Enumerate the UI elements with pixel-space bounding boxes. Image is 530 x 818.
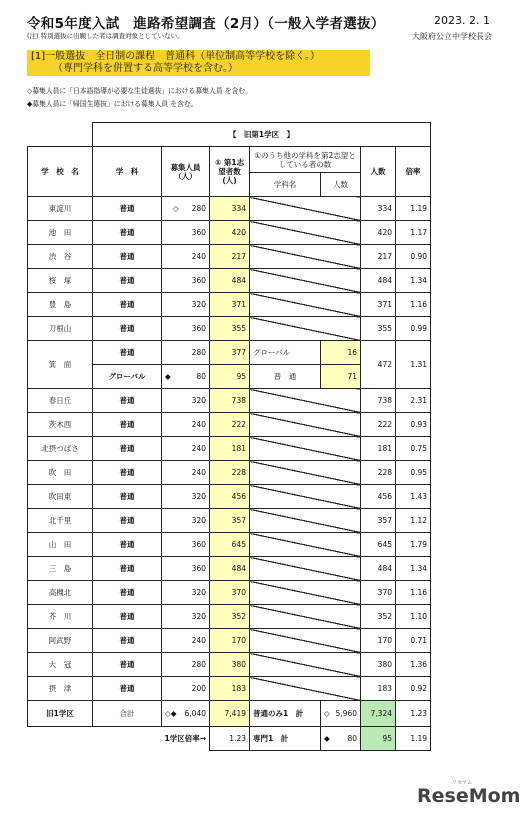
first-choice-cell: 228 xyxy=(210,461,250,485)
course-name: 普通 xyxy=(93,533,162,557)
summary-sublabel: 合計 xyxy=(93,701,162,727)
quota-mark: ◇ xyxy=(173,204,179,213)
second-choice-empty xyxy=(250,437,361,461)
admissions-table xyxy=(27,122,502,751)
first-choice-cell: 484 xyxy=(210,269,250,293)
table-row-minoo-1 xyxy=(28,341,502,365)
first-choice-cell: 371 xyxy=(210,293,250,317)
banner-line-2: （専門学科を併置する高等学校を含む。） xyxy=(53,63,238,74)
second-choice-empty xyxy=(250,413,361,437)
table-row xyxy=(28,653,502,677)
first-choice-cell: 370 xyxy=(210,581,250,605)
course-name: 普通 xyxy=(93,413,162,437)
ratio-cell: 2.31 xyxy=(396,389,431,413)
capacity-cell: 360 xyxy=(162,557,210,581)
table-row xyxy=(28,437,502,461)
table-row xyxy=(28,317,502,341)
banner-line-1: [1]一般選抜 全日制の課程 普通科（単位制高等学校を除く。） xyxy=(31,51,320,62)
ratio-cell: 1.34 xyxy=(396,269,431,293)
school-name: 北摂つばさ xyxy=(28,437,93,461)
capacity-cell: 320 xyxy=(162,581,210,605)
capacity-cell: 360 xyxy=(162,317,210,341)
total-cell: 371 xyxy=(361,293,396,317)
total-cell: 738 xyxy=(361,389,396,413)
first-choice-cell: 217 xyxy=(210,245,250,269)
course-name: 普通 xyxy=(93,389,162,413)
col-capacity-header: 募集人員（人） xyxy=(162,147,210,197)
sub-course-cell: グローバル xyxy=(250,341,321,365)
col-school-header: 学 校 名 xyxy=(28,147,93,197)
capacity-cell: 320 xyxy=(162,293,210,317)
capacity-cell: 320 xyxy=(162,605,210,629)
total-cell: 355 xyxy=(361,317,396,341)
capacity-cell: 240 xyxy=(162,437,210,461)
school-name: 北千里 xyxy=(28,509,93,533)
school-name: 吹田東 xyxy=(28,485,93,509)
first-choice-cell: 334 xyxy=(210,197,250,221)
total-cell: 420 xyxy=(361,221,396,245)
organization-name: 大阪府公立中学校長会 xyxy=(412,32,492,41)
general-total-label: 普通のみ1 計 xyxy=(250,701,321,727)
summary-row-2 xyxy=(28,727,502,751)
first-choice-cell: 222 xyxy=(210,413,250,437)
school-name: 桜 塚 xyxy=(28,269,93,293)
school-name: 茨木西 xyxy=(28,413,93,437)
ratio-cell: 1.31 xyxy=(396,341,431,389)
school-name: 春日丘 xyxy=(28,389,93,413)
second-choice-empty xyxy=(250,269,361,293)
capacity-cell: 280 xyxy=(162,341,210,365)
summary-first-choice: 7,419 xyxy=(210,701,250,727)
special-total-label: 専門1 計 xyxy=(250,727,321,751)
second-choice-empty xyxy=(250,245,361,269)
school-name: 芥 川 xyxy=(28,605,93,629)
first-choice-cell: 181 xyxy=(210,437,250,461)
special-ratio: 1.19 xyxy=(396,727,431,751)
second-choice-empty xyxy=(250,317,361,341)
course-name: 普通 xyxy=(93,269,162,293)
ratio-cell: 1.79 xyxy=(396,533,431,557)
first-choice-cell: 380 xyxy=(210,653,250,677)
ratio-cell: 0.71 xyxy=(396,629,431,653)
general-ratio: 1.23 xyxy=(396,701,431,727)
first-choice-cell: 645 xyxy=(210,533,250,557)
capacity-cell: 360 xyxy=(162,221,210,245)
second-choice-empty xyxy=(250,485,361,509)
course-name: 普通 xyxy=(93,485,162,509)
capacity-cell: ◆ 80 xyxy=(162,365,210,389)
second-choice-empty xyxy=(250,293,361,317)
course-name: 普通 xyxy=(93,245,162,269)
ratio-cell: 1.34 xyxy=(396,557,431,581)
special-capacity: ◆ 80 xyxy=(321,727,361,751)
table-row xyxy=(28,605,502,629)
second-choice-empty xyxy=(250,461,361,485)
capacity-cell: 320 xyxy=(162,389,210,413)
total-cell: 170 xyxy=(361,629,396,653)
total-cell: 645 xyxy=(361,533,396,557)
course-name: 普通 xyxy=(93,341,162,365)
total-cell: 484 xyxy=(361,269,396,293)
capacity-cell: 360 xyxy=(162,269,210,293)
course-name: 普通 xyxy=(93,629,162,653)
region-row xyxy=(28,123,502,147)
second-choice-empty xyxy=(250,197,361,221)
second-choice-empty xyxy=(250,557,361,581)
first-choice-cell: 355 xyxy=(210,317,250,341)
school-name: 吹 田 xyxy=(28,461,93,485)
quota-mark: ◆ xyxy=(165,372,171,381)
bullet-note-1: ◇募集人員に「日本語指導が必要な生徒選抜」における募集人員 を含む。 xyxy=(27,87,252,95)
total-cell: 334 xyxy=(361,197,396,221)
capacity-cell: 200 xyxy=(162,677,210,701)
first-choice-cell: 377 xyxy=(210,341,250,365)
total-cell: 370 xyxy=(361,581,396,605)
course-name: 普通 xyxy=(93,653,162,677)
col-sub-course-header: 学科名 xyxy=(250,173,321,197)
table-row xyxy=(28,389,502,413)
second-choice-empty xyxy=(250,581,361,605)
table-row xyxy=(28,293,502,317)
capacity-cell: 240 xyxy=(162,413,210,437)
ratio-cell: 1.12 xyxy=(396,509,431,533)
logo-subtext: リセマム xyxy=(452,780,472,786)
school-name: 大 冠 xyxy=(28,653,93,677)
school-name: 東淀川 xyxy=(28,197,93,221)
second-choice-empty xyxy=(250,533,361,557)
sub-count-cell: 16 xyxy=(321,341,361,365)
sub-course-cell: 普 通 xyxy=(250,365,321,389)
ratio-cell: 0.92 xyxy=(396,677,431,701)
school-name: 刀根山 xyxy=(28,317,93,341)
ratio-cell: 0.99 xyxy=(396,317,431,341)
course-name: 普通 xyxy=(93,581,162,605)
course-name: グローバル xyxy=(93,365,162,389)
col-second-choice-header: ①のうち他の学科を第2志望としている者の数 xyxy=(250,147,361,173)
school-name: 摂 津 xyxy=(28,677,93,701)
course-name: 普通 xyxy=(93,197,162,221)
total-cell: 456 xyxy=(361,485,396,509)
table-row xyxy=(28,485,502,509)
capacity-cell: 240 xyxy=(162,461,210,485)
summary-capacity: ◇◆ 6,040 xyxy=(162,701,210,727)
course-name: 普通 xyxy=(93,437,162,461)
district-ratio-label: 1学区倍率→ xyxy=(164,734,206,744)
special-total: 95 xyxy=(361,727,396,751)
table-row xyxy=(28,509,502,533)
total-cell: 357 xyxy=(361,509,396,533)
ratio-cell: 1.16 xyxy=(396,581,431,605)
school-name: 山 田 xyxy=(28,533,93,557)
table-row xyxy=(28,269,502,293)
second-choice-empty xyxy=(250,605,361,629)
ratio-cell: 1.43 xyxy=(396,485,431,509)
total-cell: 183 xyxy=(361,677,396,701)
table-row xyxy=(28,245,502,269)
quota-mark: ◇ xyxy=(324,709,330,718)
course-name: 普通 xyxy=(93,221,162,245)
report-date: 2023. 2. 1 xyxy=(434,14,490,27)
header-row xyxy=(28,147,502,173)
course-name: 普通 xyxy=(93,557,162,581)
course-name: 普通 xyxy=(93,677,162,701)
school-name: 三 島 xyxy=(28,557,93,581)
total-cell: 228 xyxy=(361,461,396,485)
ratio-cell: 0.75 xyxy=(396,437,431,461)
first-choice-cell: 357 xyxy=(210,509,250,533)
quota-mark: ◆ xyxy=(324,734,330,743)
second-choice-empty xyxy=(250,629,361,653)
total-cell: 380 xyxy=(361,653,396,677)
ratio-cell: 0.90 xyxy=(396,245,431,269)
table-row xyxy=(28,461,502,485)
ratio-cell: 0.95 xyxy=(396,461,431,485)
total-cell: 352 xyxy=(361,605,396,629)
school-name: 阿武野 xyxy=(28,629,93,653)
sub-count-cell: 71 xyxy=(321,365,361,389)
school-name: 箕 面 xyxy=(28,341,93,389)
header-note: (注) 特別選抜に出願した者は調査対象としていない。 xyxy=(27,32,184,40)
capacity-cell: 240 xyxy=(162,629,210,653)
resemom-logo: ReseMom xyxy=(417,785,521,807)
capacity-cell: 360 xyxy=(162,533,210,557)
table-row xyxy=(28,221,502,245)
page-title: 令和5年度入試 進路希望調査（2月）（一般入学者選抜） xyxy=(27,16,385,32)
course-name: 普通 xyxy=(93,605,162,629)
table-row xyxy=(28,197,502,221)
summary-label: 旧1学区 xyxy=(28,701,93,727)
second-choice-empty xyxy=(250,389,361,413)
general-total: 7,324 xyxy=(361,701,396,727)
first-choice-cell: 170 xyxy=(210,629,250,653)
total-cell: 181 xyxy=(361,437,396,461)
course-name: 普通 xyxy=(93,461,162,485)
total-cell: 472 xyxy=(361,341,396,389)
school-name: 高槻北 xyxy=(28,581,93,605)
first-choice-cell: 484 xyxy=(210,557,250,581)
first-choice-cell: 456 xyxy=(210,485,250,509)
col-ratio-header: 倍率 xyxy=(396,147,431,197)
capacity-cell: 320 xyxy=(162,509,210,533)
quota-mark: ◇◆ xyxy=(165,709,177,718)
general-capacity: ◇ 5,960 xyxy=(321,701,361,727)
school-name: 池 田 xyxy=(28,221,93,245)
ratio-cell: 1.16 xyxy=(396,293,431,317)
capacity-cell: ◇ 280 xyxy=(162,197,210,221)
table-row xyxy=(28,629,502,653)
col-first-choice-header: ① 第1志望者数(人) xyxy=(210,147,250,197)
ratio-cell: 1.19 xyxy=(396,197,431,221)
col-course-header: 学 科 xyxy=(93,147,162,197)
capacity-cell: 280 xyxy=(162,653,210,677)
ratio-cell: 1.17 xyxy=(396,221,431,245)
col-sub-count-header: 人数 xyxy=(321,173,361,197)
first-choice-cell: 95 xyxy=(210,365,250,389)
capacity-cell: 240 xyxy=(162,245,210,269)
course-name: 普通 xyxy=(93,509,162,533)
course-name: 普通 xyxy=(93,317,162,341)
table-row xyxy=(28,413,502,437)
table-row xyxy=(28,677,502,701)
second-choice-empty xyxy=(250,653,361,677)
first-choice-cell: 183 xyxy=(210,677,250,701)
school-name: 渋 谷 xyxy=(28,245,93,269)
section-banner xyxy=(27,50,370,76)
school-name: 豊 島 xyxy=(28,293,93,317)
region-label: 【 旧第1学区 】 xyxy=(93,123,431,147)
first-choice-cell: 738 xyxy=(210,389,250,413)
total-cell: 484 xyxy=(361,557,396,581)
ratio-cell: 1.10 xyxy=(396,605,431,629)
course-name: 普通 xyxy=(93,293,162,317)
first-choice-cell: 420 xyxy=(210,221,250,245)
ratio-cell: 1.36 xyxy=(396,653,431,677)
table-row xyxy=(28,533,502,557)
summary-row xyxy=(28,701,502,727)
ratio-cell: 0.93 xyxy=(396,413,431,437)
table-row xyxy=(28,557,502,581)
capacity-cell: 320 xyxy=(162,485,210,509)
district-ratio: 1.23 xyxy=(210,727,250,751)
second-choice-empty xyxy=(250,509,361,533)
first-choice-cell: 352 xyxy=(210,605,250,629)
second-choice-empty xyxy=(250,677,361,701)
table-row xyxy=(28,581,502,605)
bullet-note-2: ◆募集人員に「帰国生選抜」における募集人員 を含む。 xyxy=(27,100,198,108)
total-cell: 217 xyxy=(361,245,396,269)
second-choice-empty xyxy=(250,221,361,245)
total-cell: 222 xyxy=(361,413,396,437)
col-total-header: 人数 xyxy=(361,147,396,197)
